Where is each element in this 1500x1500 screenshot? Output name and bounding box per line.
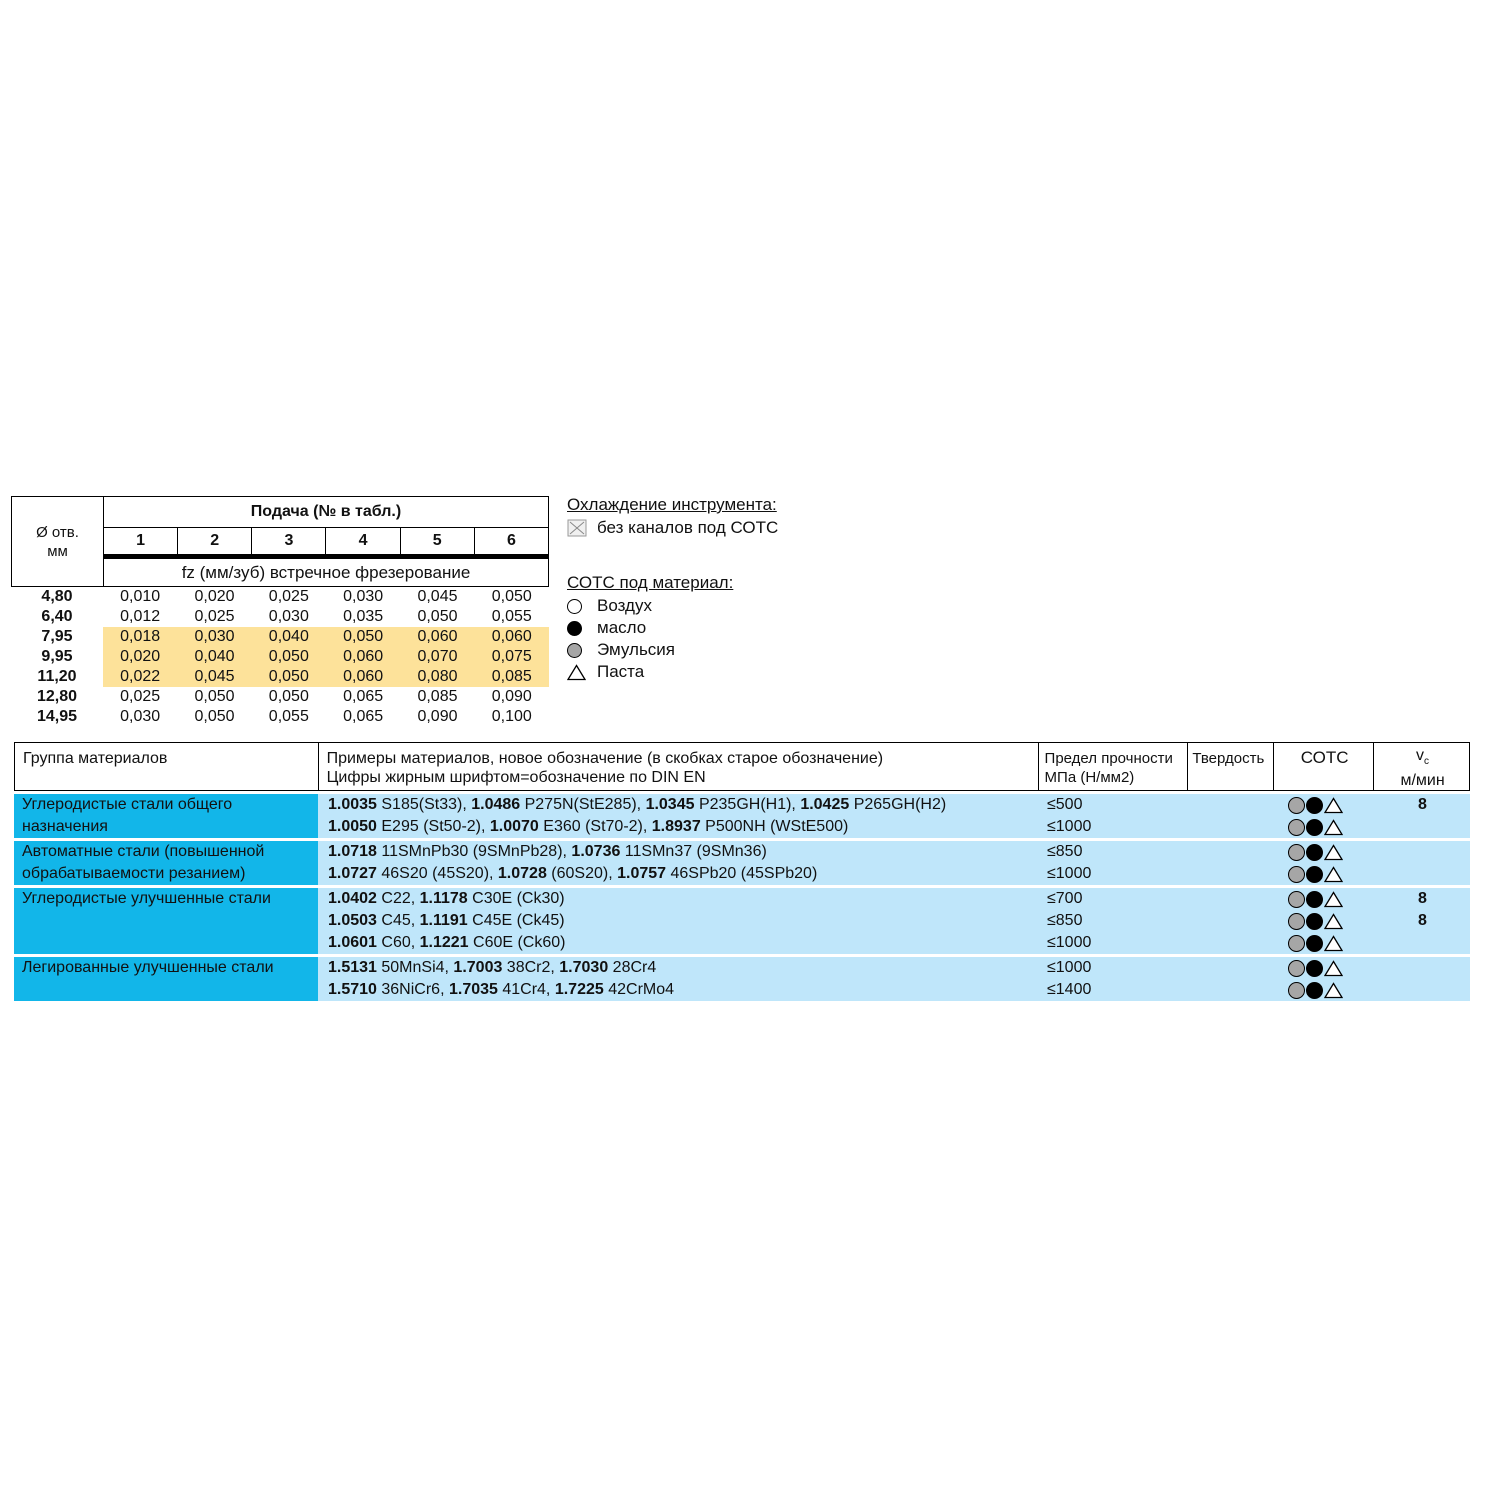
header-tensile-limit [1039,743,1189,790]
material-examples [318,932,1039,954]
triangle-icon [1324,891,1343,908]
cutting-speed [1375,979,1470,1001]
feed-value: 0,070 [417,648,458,665]
cutting-speed: 8 [1418,912,1427,929]
feed-row [11,627,549,647]
material-row [318,910,1470,932]
header-limit-line1: Предел прочности [1044,750,1173,767]
material-designation: E360 (St70-2), [538,818,652,835]
feed-row-diameter: 9,95 [41,648,73,665]
feed-value: 0,080 [417,668,458,685]
feed-value: 0,018 [120,628,161,645]
tool-cooling-item [567,517,778,539]
feed-value: 0,012 [120,608,161,625]
feed-row [11,707,549,727]
header-examples-line2: Цифры жирным шрифтом=обозначение по DIN EN [326,769,706,786]
feed-value: 0,050 [268,648,309,665]
material-group [14,957,1470,1001]
material-examples [318,841,1039,863]
feed-subheader: fz (мм/зуб) встречное фрезерование [104,557,549,587]
feed-column-5: 5 [400,528,474,557]
feed-value: 0,060 [491,628,532,645]
black-circle-icon [1306,844,1323,861]
material-row [318,979,1470,1001]
header-examples-line1: Примеры материалов, новое обозначение (в скобках старое обозначение) [326,750,884,767]
material-group-name: Углеродистые улучшенные стали [14,888,318,954]
triangle-icon [1324,935,1343,952]
material-designation: C45E (Ck45) [467,912,565,929]
material-row [318,932,1470,954]
feed-value: 0,060 [343,648,384,665]
coolant-icons [1275,910,1375,932]
din-number: 1.0736 [571,843,621,860]
cutting-speed: 8 [1418,890,1427,907]
white-circle-icon [567,599,582,614]
feed-value: 0,050 [417,608,458,625]
grey-circle-icon [1288,935,1305,952]
cutting-speed [1375,957,1470,979]
header-examples [319,743,1039,790]
hardness [1189,932,1275,954]
din-number: 1.0503 [328,912,377,929]
feed-value: 0,050 [343,628,384,645]
feed-row [11,607,549,627]
materials-table-header [14,742,1470,791]
diameter-header [12,497,104,587]
header-vc-sub: c [1424,756,1430,768]
diameter-header-line2: мм [47,542,68,560]
triangle-icon [1324,960,1343,977]
coolant-legend-label: Эмульсия [597,640,676,659]
cutting-speed: 8 [1418,796,1427,813]
tensile-limit: ≤700 [1047,890,1083,907]
feed-value: 0,040 [194,648,235,665]
coolant-legend-title: СОТС под материал: [567,573,734,592]
tensile-limit: ≤1000 [1047,934,1092,951]
triangle-icon [1324,797,1343,814]
material-designation: P235GH(H1), [694,796,801,813]
feed-row-diameter: 7,95 [41,628,73,645]
triangle-icon [1324,866,1343,883]
header-group: Группа материалов [15,743,319,790]
material-designation: C60, [376,934,420,951]
grey-circle-icon [1288,913,1305,930]
header-hardness: Твердость [1188,743,1274,790]
black-circle-icon [1306,913,1323,930]
black-circle-icon [1306,819,1323,836]
black-circle-icon [567,621,582,636]
coolant-icons [1275,888,1375,910]
tensile-limit: ≤1400 [1047,981,1092,998]
triangle-icon [1324,844,1343,861]
material-group [14,841,1470,885]
feed-value: 0,085 [417,688,458,705]
feed-row-diameter: 4,80 [41,588,73,605]
grey-circle-icon [1288,844,1305,861]
din-number: 1.7003 [453,959,503,976]
feed-value: 0,060 [343,668,384,685]
feed-value: 0,045 [194,668,235,685]
triangle-icon [1324,982,1343,999]
din-number: 1.0727 [328,865,377,882]
coolant-icons [1275,841,1375,863]
material-designation: 46S20 (45S20), [376,865,498,882]
material-examples [318,979,1039,1001]
feed-value: 0,025 [194,608,235,625]
material-designation: 41Cr4, [497,981,555,998]
feed-value: 0,035 [343,608,384,625]
feed-value: 0,050 [268,688,309,705]
black-circle-icon [1306,935,1323,952]
hardness [1189,794,1275,816]
feed-value: 0,020 [120,648,161,665]
din-number: 1.0486 [471,796,521,813]
coolant-legend-item [567,595,733,617]
din-number: 1.0601 [328,934,377,951]
feed-value: 0,060 [417,628,458,645]
cutting-speed [1375,841,1470,863]
feed-column-2: 2 [178,528,252,557]
din-number: 1.0757 [617,865,667,882]
feed-value: 0,050 [268,668,309,685]
coolant-legend-item [567,661,733,683]
tensile-limit: ≤1000 [1047,865,1092,882]
grey-circle-icon [1288,819,1305,836]
din-number: 1.1221 [419,934,469,951]
feed-value: 0,090 [491,688,532,705]
material-examples [318,957,1039,979]
material-designation: 11SMn37 (9SMn36) [620,843,767,860]
material-row [318,957,1470,979]
feed-row [11,647,549,667]
material-designation: 11SMnPb30 (9SMnPb28), [376,843,572,860]
coolant-legend-label: масло [597,618,647,637]
din-number: 1.0035 [328,796,377,813]
material-row [318,794,1470,816]
feed-value: 0,025 [268,588,309,605]
din-number: 1.7225 [554,981,604,998]
coolant-legend-item [567,617,733,639]
din-number: 1.0050 [328,818,377,835]
feed-value: 0,040 [268,628,309,645]
grey-circle-icon [567,643,582,658]
din-number: 1.0345 [645,796,695,813]
cutting-speed [1375,863,1470,885]
material-examples [318,888,1039,910]
material-examples [318,863,1039,885]
feed-value: 0,050 [194,688,235,705]
material-group-name: Углеродистые стали общего назначения [14,794,318,838]
hardness [1189,816,1275,838]
feed-value: 0,030 [120,708,161,725]
header-vc-symbol: v [1416,747,1425,764]
black-circle-icon [1306,960,1323,977]
material-row [318,816,1470,838]
feed-value: 0,030 [343,588,384,605]
din-number: 1.0425 [800,796,850,813]
material-designation: 38Cr2, [502,959,560,976]
coolant-icons [1275,816,1375,838]
grey-circle-icon [1288,797,1305,814]
din-number: 1.7030 [559,959,609,976]
material-group-name: Автоматные стали (повышенной обрабатываемости резанием) [14,841,318,885]
material-designation: 36NiCr6, [376,981,449,998]
material-designation: 46SPb20 (45SPb20) [666,865,818,882]
feed-value: 0,065 [343,708,384,725]
feed-value: 0,045 [417,588,458,605]
hardness [1189,957,1275,979]
grey-circle-icon [1288,960,1305,977]
feed-row [11,667,549,687]
black-circle-icon [1306,866,1323,883]
grey-circle-icon [1288,982,1305,999]
din-number: 1.5710 [328,981,377,998]
coolant-legend [567,573,733,683]
din-number: 1.1178 [419,890,468,907]
feed-row-diameter: 12,80 [36,688,78,705]
feed-value: 0,075 [491,648,532,665]
header-cutting-speed [1374,743,1469,790]
grey-circle-icon [1288,891,1305,908]
feed-value: 0,055 [491,608,532,625]
tensile-limit: ≤500 [1047,796,1083,813]
header-vc-unit: м/мин [1400,772,1445,790]
tool-cooling-item-label: без каналов под СОТС [597,518,779,537]
feed-value: 0,010 [120,588,161,605]
feed-value: 0,050 [194,708,235,725]
feed-column-4: 4 [326,528,400,557]
feed-value: 0,085 [491,668,532,685]
feed-value: 0,020 [194,588,235,605]
coolant-legend-label: Паста [597,662,645,681]
black-circle-icon [1306,891,1323,908]
material-designation: C30E (Ck30) [467,890,565,907]
feed-value: 0,050 [491,588,532,605]
hardness [1189,910,1275,932]
tool-cooling-title: Охлаждение инструмента: [567,495,777,514]
din-number: 1.0070 [489,818,539,835]
coolant-icons [1275,863,1375,885]
material-designation: P275N(StE285), [520,796,646,813]
header-limit-line2: МПа (Н/мм2) [1044,769,1135,786]
black-circle-icon [1306,797,1323,814]
triangle-icon [567,664,586,681]
din-number: 1.7035 [448,981,498,998]
feed-row-diameter: 14,95 [36,708,78,725]
din-number: 1.5131 [328,959,377,976]
hardness [1189,863,1275,885]
feed-row-diameter: 6,40 [41,608,73,625]
triangle-icon [1324,913,1343,930]
coolant-icons [1275,957,1375,979]
material-group [14,888,1470,954]
material-row [318,863,1470,885]
feed-row [11,587,549,607]
coolant-legend-label: Воздух [597,596,652,615]
din-number: 1.0402 [328,890,377,907]
material-examples [318,910,1039,932]
material-designation: P265GH(H2) [849,796,947,813]
material-designation: C45, [376,912,420,929]
feed-value: 0,100 [491,708,532,725]
coolant-icons [1275,932,1375,954]
din-number: 1.0718 [328,843,377,860]
feed-value: 0,030 [194,628,235,645]
hardness [1189,888,1275,910]
din-number: 1.1191 [419,912,468,929]
tensile-limit: ≤850 [1047,843,1083,860]
feed-row-diameter: 11,20 [37,668,77,685]
materials-table [14,742,1470,1001]
coolant-icons [1275,979,1375,1001]
feed-column-6: 6 [474,528,548,557]
material-designation: C60E (Ck60) [468,934,566,951]
header-coolant: СОТС [1274,743,1374,790]
material-designation: S185(St33), [376,796,472,813]
din-number: 1.8937 [651,818,701,835]
feed-value: 0,022 [120,668,161,685]
material-designation: 50MnSi4, [376,959,454,976]
din-number: 1.0728 [497,865,547,882]
coolant-legend-item [567,639,733,661]
black-circle-icon [1306,982,1323,999]
material-designation: E295 (St50-2), [376,818,490,835]
material-row [318,841,1470,863]
hardness [1189,841,1275,863]
material-designation: P500NH (WStE500) [700,818,849,835]
feed-value: 0,090 [417,708,458,725]
feed-row [11,687,549,707]
feed-value: 0,055 [268,708,309,725]
material-designation: (60S20), [546,865,618,882]
diameter-header-line1: Ø отв. [36,523,79,541]
feed-table-body [11,587,549,727]
coolant-icons [1275,794,1375,816]
tool-cooling-legend [567,495,778,539]
material-designation: 42CrMo4 [603,981,675,998]
cutting-speed [1375,816,1470,838]
tensile-limit: ≤1000 [1047,818,1092,835]
feed-value: 0,030 [268,608,309,625]
material-group [14,794,1470,838]
feed-column-3: 3 [252,528,326,557]
feed-value: 0,025 [120,688,161,705]
triangle-icon [1324,819,1343,836]
material-designation: 28Cr4 [608,959,657,976]
material-examples [318,816,1039,838]
material-group-name: Легированные улучшенные стали [14,957,318,1001]
feed-header: Подача (№ в табл.) [104,497,549,528]
material-row [318,888,1470,910]
feed-value: 0,065 [343,688,384,705]
material-designation: C22, [376,890,420,907]
tensile-limit: ≤1000 [1047,959,1092,976]
feed-column-1: 1 [104,528,178,557]
cutting-speed [1375,932,1470,954]
crossed-box-icon [567,519,587,537]
material-examples [318,794,1039,816]
hardness [1189,979,1275,1001]
feed-table-header [11,496,549,587]
tensile-limit: ≤850 [1047,912,1083,929]
grey-circle-icon [1288,866,1305,883]
